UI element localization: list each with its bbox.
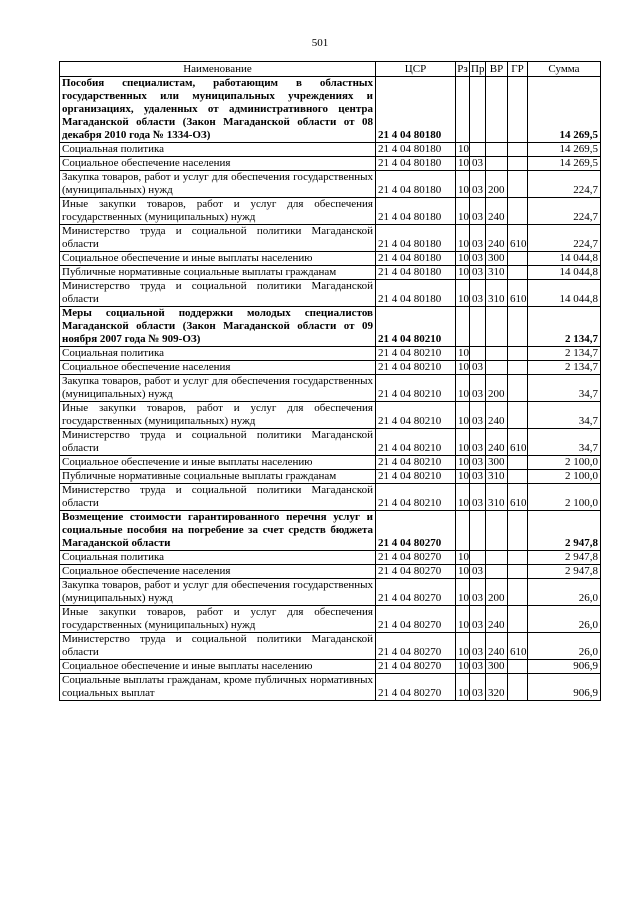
- cell-pr: 03: [470, 456, 486, 470]
- cell-csr: 21 4 04 80270: [376, 551, 456, 565]
- cell-sum: 224,7: [528, 198, 601, 225]
- cell-csr: 21 4 04 80180: [376, 143, 456, 157]
- table-row: [60, 375, 601, 402]
- cell-vr: [486, 77, 508, 143]
- table-row: [60, 347, 601, 361]
- cell-pr: 03: [470, 157, 486, 171]
- cell-sum: 2 100,0: [528, 456, 601, 470]
- cell-csr: 21 4 04 80270: [376, 660, 456, 674]
- cell-pr: [470, 307, 486, 347]
- cell-pr: 03: [470, 484, 486, 511]
- cell-vr: 240: [486, 225, 508, 252]
- table-row: [60, 280, 601, 307]
- cell-rz: 10: [456, 266, 470, 280]
- table-row-section: [60, 77, 601, 143]
- table-row: [60, 633, 601, 660]
- cell-csr: 21 4 04 80210: [376, 361, 456, 375]
- table-row: [60, 606, 601, 633]
- table-row: [60, 198, 601, 225]
- cell-pr: 03: [470, 198, 486, 225]
- column-header-rz: Рз: [457, 62, 468, 75]
- cell-gr: [508, 402, 528, 429]
- cell-csr: 21 4 04 80180: [376, 198, 456, 225]
- table-row: [60, 551, 601, 565]
- cell-sum: 906,9: [528, 674, 601, 701]
- table-row: [60, 225, 601, 252]
- column-header-sum: Сумма: [528, 62, 601, 77]
- cell-rz: 10: [456, 252, 470, 266]
- cell-gr: [508, 198, 528, 225]
- cell-pr: 03: [470, 280, 486, 307]
- cell-pr: [470, 347, 486, 361]
- cell-csr: 21 4 04 80270: [376, 674, 456, 701]
- cell-sum: 14 269,5: [528, 157, 601, 171]
- cell-csr: 21 4 04 80210: [376, 347, 456, 361]
- cell-gr: 610: [508, 429, 528, 456]
- cell-rz: 10: [456, 143, 470, 157]
- cell-rz: 10: [456, 429, 470, 456]
- column-header-gr: ГР: [508, 62, 528, 77]
- cell-pr: 03: [470, 633, 486, 660]
- cell-gr: [508, 660, 528, 674]
- cell-vr: 310: [486, 280, 508, 307]
- table-row: [60, 484, 601, 511]
- cell-name: Публичные нормативные социальные выплаты гражданам: [60, 266, 376, 280]
- cell-rz: 10: [456, 579, 470, 606]
- cell-rz: 10: [456, 551, 470, 565]
- cell-vr: 320: [486, 674, 508, 701]
- cell-vr: [486, 551, 508, 565]
- cell-sum: 2 947,8: [528, 565, 601, 579]
- cell-csr: 21 4 04 80180: [376, 157, 456, 171]
- cell-name: Социальные выплаты гражданам, кроме публичных нормативных социальных выплат: [60, 674, 376, 701]
- cell-pr: 03: [470, 266, 486, 280]
- cell-vr: [486, 565, 508, 579]
- cell-rz: [456, 511, 470, 551]
- cell-csr: 21 4 04 80270: [376, 565, 456, 579]
- cell-sum: 34,7: [528, 402, 601, 429]
- cell-sum: 14 044,8: [528, 280, 601, 307]
- cell-rz: [456, 307, 470, 347]
- table-row: [60, 402, 601, 429]
- cell-name: Возмещение стоимости гарантированного перечня услуг и социальные пособия на погребение за счет средств бюджета Магаданской области: [60, 511, 376, 551]
- cell-pr: 03: [470, 660, 486, 674]
- cell-vr: 310: [486, 470, 508, 484]
- cell-pr: 03: [470, 375, 486, 402]
- cell-gr: 610: [508, 484, 528, 511]
- cell-rz: 10: [456, 280, 470, 307]
- cell-csr: 21 4 04 80270: [376, 633, 456, 660]
- table-row: [60, 565, 601, 579]
- cell-vr: [486, 347, 508, 361]
- table-row-section: [60, 511, 601, 551]
- cell-rz: 10: [456, 470, 470, 484]
- cell-csr: 21 4 04 80180: [376, 266, 456, 280]
- cell-name: Министерство труда и социальной политики Магаданской области: [60, 429, 376, 456]
- table-row: [60, 674, 601, 701]
- cell-vr: 240: [486, 198, 508, 225]
- cell-vr: 240: [486, 633, 508, 660]
- cell-gr: [508, 511, 528, 551]
- cell-vr: 300: [486, 252, 508, 266]
- cell-name: Социальное обеспечение и иные выплаты населению: [60, 660, 376, 674]
- cell-name: Закупка товаров, работ и услуг для обеспечения государственных (муниципальных) нужд: [60, 375, 376, 402]
- table-row: [60, 660, 601, 674]
- cell-sum: 26,0: [528, 579, 601, 606]
- cell-sum: 2 134,7: [528, 361, 601, 375]
- cell-pr: 03: [470, 470, 486, 484]
- cell-sum: 2 100,0: [528, 470, 601, 484]
- cell-gr: [508, 361, 528, 375]
- page-number: 501: [311, 37, 329, 49]
- cell-name: Социальное обеспечение и иные выплаты населению: [60, 252, 376, 266]
- cell-name: Пособия специалистам, работающим в областных государственных или муниципальных учреждениях и организациях, удаленных от административного центра Магаданской области (Закон Магаданской области от 08 декабря 2010 года № 1334-ОЗ): [60, 77, 376, 143]
- cell-vr: 240: [486, 606, 508, 633]
- cell-pr: 03: [470, 402, 486, 429]
- cell-rz: 10: [456, 157, 470, 171]
- cell-vr: 200: [486, 171, 508, 198]
- cell-vr: 240: [486, 402, 508, 429]
- column-header-name: Наименование: [60, 62, 376, 77]
- cell-gr: [508, 266, 528, 280]
- cell-pr: [470, 511, 486, 551]
- cell-vr: [486, 157, 508, 171]
- cell-csr: 21 4 04 80180: [376, 225, 456, 252]
- table-header-row: [60, 62, 601, 77]
- cell-name: Иные закупки товаров, работ и услуг для обеспечения государственных (муниципальных) нужд: [60, 402, 376, 429]
- cell-name: Министерство труда и социальной политики Магаданской области: [60, 633, 376, 660]
- cell-csr: 21 4 04 80270: [376, 579, 456, 606]
- cell-csr: 21 4 04 80210: [376, 375, 456, 402]
- cell-sum: 2 134,7: [528, 347, 601, 361]
- cell-rz: [456, 77, 470, 143]
- table-row: [60, 361, 601, 375]
- table-row: [60, 252, 601, 266]
- cell-vr: 300: [486, 660, 508, 674]
- table-row: [60, 143, 601, 157]
- cell-pr: 03: [470, 579, 486, 606]
- cell-vr: [486, 307, 508, 347]
- cell-name: Социальное обеспечение населения: [60, 565, 376, 579]
- cell-vr: [486, 361, 508, 375]
- cell-pr: 03: [470, 429, 486, 456]
- cell-pr: 03: [470, 171, 486, 198]
- cell-gr: [508, 375, 528, 402]
- cell-sum: 14 044,8: [528, 266, 601, 280]
- cell-name: Социальное обеспечение населения: [60, 361, 376, 375]
- cell-name: Министерство труда и социальной политики Магаданской области: [60, 484, 376, 511]
- cell-name: Иные закупки товаров, работ и услуг для обеспечения государственных (муниципальных) нужд: [60, 198, 376, 225]
- cell-csr: 21 4 04 80270: [376, 606, 456, 633]
- cell-sum: 34,7: [528, 375, 601, 402]
- cell-gr: [508, 252, 528, 266]
- cell-csr: 21 4 04 80210: [376, 456, 456, 470]
- table-row: [60, 579, 601, 606]
- cell-rz: 10: [456, 171, 470, 198]
- cell-pr: [470, 551, 486, 565]
- cell-rz: 10: [456, 402, 470, 429]
- column-header-vr: ВР: [486, 62, 508, 77]
- cell-csr: 21 4 04 80270: [376, 511, 456, 551]
- table-row: [60, 429, 601, 456]
- cell-rz: 10: [456, 375, 470, 402]
- cell-csr: 21 4 04 80180: [376, 280, 456, 307]
- cell-gr: [508, 674, 528, 701]
- cell-rz: 10: [456, 456, 470, 470]
- cell-sum: 906,9: [528, 660, 601, 674]
- cell-sum: 2 134,7: [528, 307, 601, 347]
- cell-pr: 03: [470, 606, 486, 633]
- cell-gr: [508, 157, 528, 171]
- cell-gr: [508, 143, 528, 157]
- cell-csr: 21 4 04 80210: [376, 402, 456, 429]
- cell-rz: 10: [456, 198, 470, 225]
- cell-name: Социальная политика: [60, 551, 376, 565]
- table-row: [60, 157, 601, 171]
- cell-pr: 03: [470, 674, 486, 701]
- cell-name: Социальное обеспечение и иные выплаты населению: [60, 456, 376, 470]
- cell-name: Министерство труда и социальной политики Магаданской области: [60, 225, 376, 252]
- cell-vr: 200: [486, 375, 508, 402]
- cell-gr: [508, 171, 528, 198]
- cell-pr: [470, 77, 486, 143]
- cell-sum: 224,7: [528, 171, 601, 198]
- cell-name: Социальная политика: [60, 143, 376, 157]
- cell-csr: 21 4 04 80210: [376, 484, 456, 511]
- cell-pr: 03: [470, 225, 486, 252]
- cell-vr: [486, 143, 508, 157]
- cell-gr: [508, 307, 528, 347]
- cell-name: Иные закупки товаров, работ и услуг для обеспечения государственных (муниципальных) нужд: [60, 606, 376, 633]
- cell-csr: 21 4 04 80180: [376, 77, 456, 143]
- cell-rz: 10: [456, 225, 470, 252]
- cell-rz: 10: [456, 484, 470, 511]
- cell-vr: 240: [486, 429, 508, 456]
- cell-pr: 03: [470, 361, 486, 375]
- cell-gr: [508, 456, 528, 470]
- cell-sum: 26,0: [528, 606, 601, 633]
- cell-pr: [470, 143, 486, 157]
- cell-gr: [508, 470, 528, 484]
- cell-name: Меры социальной поддержки молодых специалистов Магаданской области (Закон Магаданской области от 09 ноября 2007 года № 909-ОЗ): [60, 307, 376, 347]
- table-row: [60, 456, 601, 470]
- cell-rz: 10: [456, 361, 470, 375]
- cell-sum: 14 044,8: [528, 252, 601, 266]
- cell-name: Министерство труда и социальной политики Магаданской области: [60, 280, 376, 307]
- cell-csr: 21 4 04 80210: [376, 470, 456, 484]
- cell-gr: [508, 606, 528, 633]
- cell-sum: 26,0: [528, 633, 601, 660]
- cell-vr: [486, 511, 508, 551]
- cell-gr: 610: [508, 280, 528, 307]
- cell-rz: 10: [456, 606, 470, 633]
- cell-vr: 200: [486, 579, 508, 606]
- column-header-pr: Пр: [471, 62, 485, 75]
- table-row: [60, 470, 601, 484]
- cell-gr: [508, 551, 528, 565]
- cell-sum: 34,7: [528, 429, 601, 456]
- cell-name: Закупка товаров, работ и услуг для обеспечения государственных (муниципальных) нужд: [60, 579, 376, 606]
- cell-sum: 14 269,5: [528, 77, 601, 143]
- cell-sum: 14 269,5: [528, 143, 601, 157]
- cell-rz: 10: [456, 347, 470, 361]
- cell-csr: 21 4 04 80180: [376, 252, 456, 266]
- table-row: [60, 266, 601, 280]
- cell-vr: 300: [486, 456, 508, 470]
- cell-rz: 10: [456, 660, 470, 674]
- cell-pr: 03: [470, 565, 486, 579]
- cell-sum: 2 100,0: [528, 484, 601, 511]
- cell-name: Социальное обеспечение населения: [60, 157, 376, 171]
- cell-vr: 310: [486, 266, 508, 280]
- cell-rz: 10: [456, 674, 470, 701]
- cell-csr: 21 4 04 80180: [376, 171, 456, 198]
- cell-csr: 21 4 04 80210: [376, 307, 456, 347]
- cell-vr: 310: [486, 484, 508, 511]
- cell-pr: 03: [470, 252, 486, 266]
- budget-table: [59, 61, 601, 701]
- cell-gr: 610: [508, 225, 528, 252]
- cell-sum: 2 947,8: [528, 551, 601, 565]
- table-row-section: [60, 307, 601, 347]
- cell-rz: 10: [456, 633, 470, 660]
- cell-gr: [508, 347, 528, 361]
- column-header-csr: ЦСР: [376, 62, 456, 77]
- cell-gr: [508, 579, 528, 606]
- cell-name: Закупка товаров, работ и услуг для обеспечения государственных (муниципальных) нужд: [60, 171, 376, 198]
- table-row: [60, 171, 601, 198]
- cell-name: Социальная политика: [60, 347, 376, 361]
- cell-csr: 21 4 04 80210: [376, 429, 456, 456]
- cell-gr: [508, 565, 528, 579]
- cell-sum: 224,7: [528, 225, 601, 252]
- cell-gr: 610: [508, 633, 528, 660]
- cell-name: Публичные нормативные социальные выплаты гражданам: [60, 470, 376, 484]
- cell-rz: 10: [456, 565, 470, 579]
- cell-sum: 2 947,8: [528, 511, 601, 551]
- cell-gr: [508, 77, 528, 143]
